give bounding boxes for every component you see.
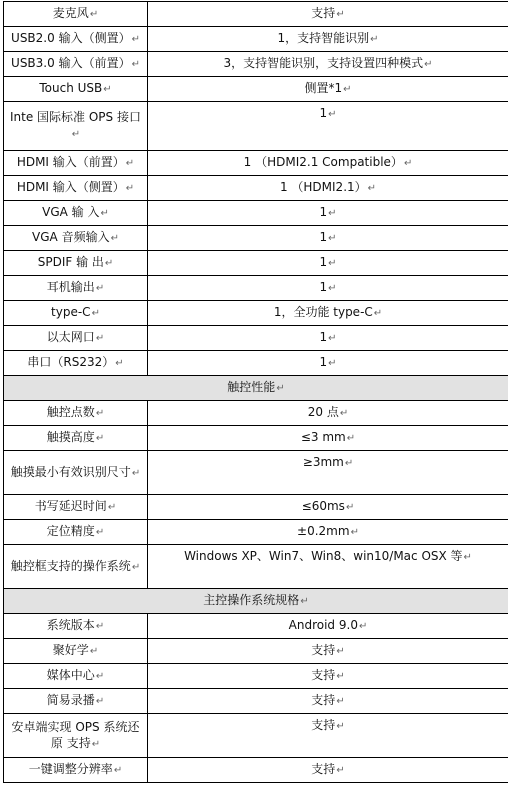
table-row [4,251,508,276]
table-row [4,714,508,758]
table-row [4,520,508,545]
row-label: Touch USB↵ [4,77,148,102]
paragraph-mark: ↵ [91,308,100,319]
paragraph-mark: ↵ [367,183,377,194]
row-value: 20 点↵ [148,401,508,426]
row-label: VGA 音频输入↵ [4,226,148,251]
paragraph-mark: ↵ [100,208,109,219]
paragraph-mark: ↵ [95,621,105,632]
paragraph-mark: ↵ [328,109,337,120]
paragraph-mark: ↵ [110,233,119,244]
table-row [4,27,508,52]
paragraph-mark: ↵ [276,383,285,394]
paragraph-mark: ↵ [336,696,345,707]
paragraph-mark: ↵ [95,433,105,444]
paragraph-mark: ↵ [89,646,99,657]
paragraph-mark: ↵ [336,9,345,20]
row-value: ≤3 mm↵ [148,426,508,451]
row-value: 1↵ [148,251,508,276]
paragraph-mark: ↵ [343,84,352,95]
paragraph-mark: ↵ [370,34,379,45]
paragraph-mark: ↵ [328,233,337,244]
row-value: 1↵ [148,102,508,151]
table-row [4,664,508,689]
row-label: 以太网口↵ [4,326,148,351]
paragraph-mark: ↵ [95,671,105,682]
row-label: type-C↵ [4,301,148,326]
paragraph-mark: ↵ [424,59,433,70]
row-label: USB2.0 输入（侧置）↵ [4,27,148,52]
table-row [4,545,508,589]
paragraph-mark: ↵ [328,333,337,344]
paragraph-mark: ↵ [131,34,140,45]
row-label: 简易录播↵ [4,689,148,714]
row-label: 触控框支持的操作系统↵ [4,545,148,589]
table-row [4,2,508,27]
row-label: HDMI 输入（前置）↵ [4,151,148,176]
row-value: ≥3mm↵ [148,451,508,495]
table-row [4,176,508,201]
paragraph-mark: ↵ [328,208,337,219]
table-row [4,52,508,77]
row-label: 媒体中心↵ [4,664,148,689]
row-label: 一键调整分辨率↵ [4,758,148,783]
paragraph-mark: ↵ [107,502,117,513]
paragraph-mark: ↵ [103,84,112,95]
row-value: 1 （HDMI2.1）↵ [148,176,508,201]
row-label: HDMI 输入（侧置）↵ [4,176,148,201]
row-value: 3，支持智能识别，支持设置四种模式↵ [148,52,508,77]
table-row [4,614,508,639]
table-row [4,351,508,376]
row-label: 触控点数↵ [4,401,148,426]
paragraph-mark: ↵ [113,765,123,776]
row-label: 触摸最小有效识别尺寸↵ [4,451,148,495]
table-row [4,301,508,326]
paragraph-mark: ↵ [300,596,309,607]
table-row [4,151,508,176]
row-value: 支持↵ [148,758,508,783]
row-value: 1↵ [148,201,508,226]
row-label: SPDIF 输 出↵ [4,251,148,276]
paragraph-mark: ↵ [89,9,99,20]
paragraph-mark: ↵ [125,183,135,194]
paragraph-mark: ↵ [131,59,140,70]
paragraph-mark: ↵ [336,765,345,776]
section-header-os [4,589,508,614]
paragraph-mark: ↵ [95,408,105,419]
row-label: 串口（RS232）↵ [4,351,148,376]
paragraph-mark: ↵ [71,129,81,140]
paragraph-mark: ↵ [131,561,141,573]
paragraph-mark: ↵ [336,671,345,682]
table-row [4,426,508,451]
row-value: Windows XP、Win7、Win8、win10/Mac OSX 等↵ [148,545,508,589]
paragraph-mark: ↵ [328,258,337,269]
row-label: 耳机输出↵ [4,276,148,301]
paragraph-mark: ↵ [358,621,368,632]
paragraph-mark: ↵ [95,527,105,538]
row-value: 支持↵ [148,689,508,714]
row-label: Inte 国际标准 OPS 接口↵ [4,102,148,151]
row-value: ≤60ms↵ [148,495,508,520]
table-row [4,276,508,301]
section-title: 主控操作系统规格↵ [4,589,508,614]
row-value: 1↵ [148,351,508,376]
row-value: 1，支持智能识别↵ [148,27,508,52]
paragraph-mark: ↵ [463,552,472,563]
row-value: Android 9.0↵ [148,614,508,639]
row-label: VGA 输 入↵ [4,201,148,226]
row-value: 支持↵ [148,714,508,758]
table-row [4,77,508,102]
row-value: 支持↵ [148,664,508,689]
row-value: 侧置*1↵ [148,77,508,102]
paragraph-mark: ↵ [346,433,356,444]
paragraph-mark: ↵ [104,258,114,269]
row-label: 聚好学↵ [4,639,148,664]
paragraph-mark: ↵ [95,696,105,707]
row-value: 1↵ [148,226,508,251]
row-label: 麦克风↵ [4,2,148,27]
table-row [4,451,508,495]
row-value: 1↵ [148,326,508,351]
table-row [4,102,508,151]
row-value: 1 （HDMI2.1 Compatible）↵ [148,151,508,176]
paragraph-mark: ↵ [336,646,345,657]
paragraph-mark: ↵ [95,283,105,294]
table-row [4,326,508,351]
row-label: 系统版本↵ [4,614,148,639]
row-value: 支持↵ [148,2,508,27]
row-label: USB3.0 输入（前置）↵ [4,52,148,77]
table-row [4,401,508,426]
row-label: 触摸高度↵ [4,426,148,451]
table-row [4,201,508,226]
paragraph-mark: ↵ [328,358,337,369]
table-row [4,226,508,251]
row-value: ±0.2mm↵ [148,520,508,545]
row-label: 书写延迟时间↵ [4,495,148,520]
paragraph-mark: ↵ [91,738,101,750]
section-header-touch [4,376,508,401]
paragraph-mark: ↵ [95,333,105,344]
row-label: 安卓端实现 OPS 系统还原 支持↵ [4,714,148,758]
row-value: 1，全功能 type-C↵ [148,301,508,326]
table-row [4,758,508,783]
paragraph-mark: ↵ [131,467,141,479]
table-row [4,495,508,520]
row-label: 定位精度↵ [4,520,148,545]
row-value: 支持↵ [148,639,508,664]
paragraph-mark: ↵ [125,158,135,169]
section-title: 触控性能↵ [4,376,508,401]
paragraph-mark: ↵ [344,458,354,469]
table-row [4,689,508,714]
paragraph-mark: ↵ [373,308,383,319]
paragraph-mark: ↵ [328,283,337,294]
spec-table [3,1,508,783]
paragraph-mark: ↵ [115,358,124,369]
table-row [4,639,508,664]
paragraph-mark: ↵ [403,158,413,169]
paragraph-mark: ↵ [345,502,355,513]
paragraph-mark: ↵ [336,721,345,732]
paragraph-mark: ↵ [350,527,359,538]
row-value: 1↵ [148,276,508,301]
paragraph-mark: ↵ [339,408,349,419]
